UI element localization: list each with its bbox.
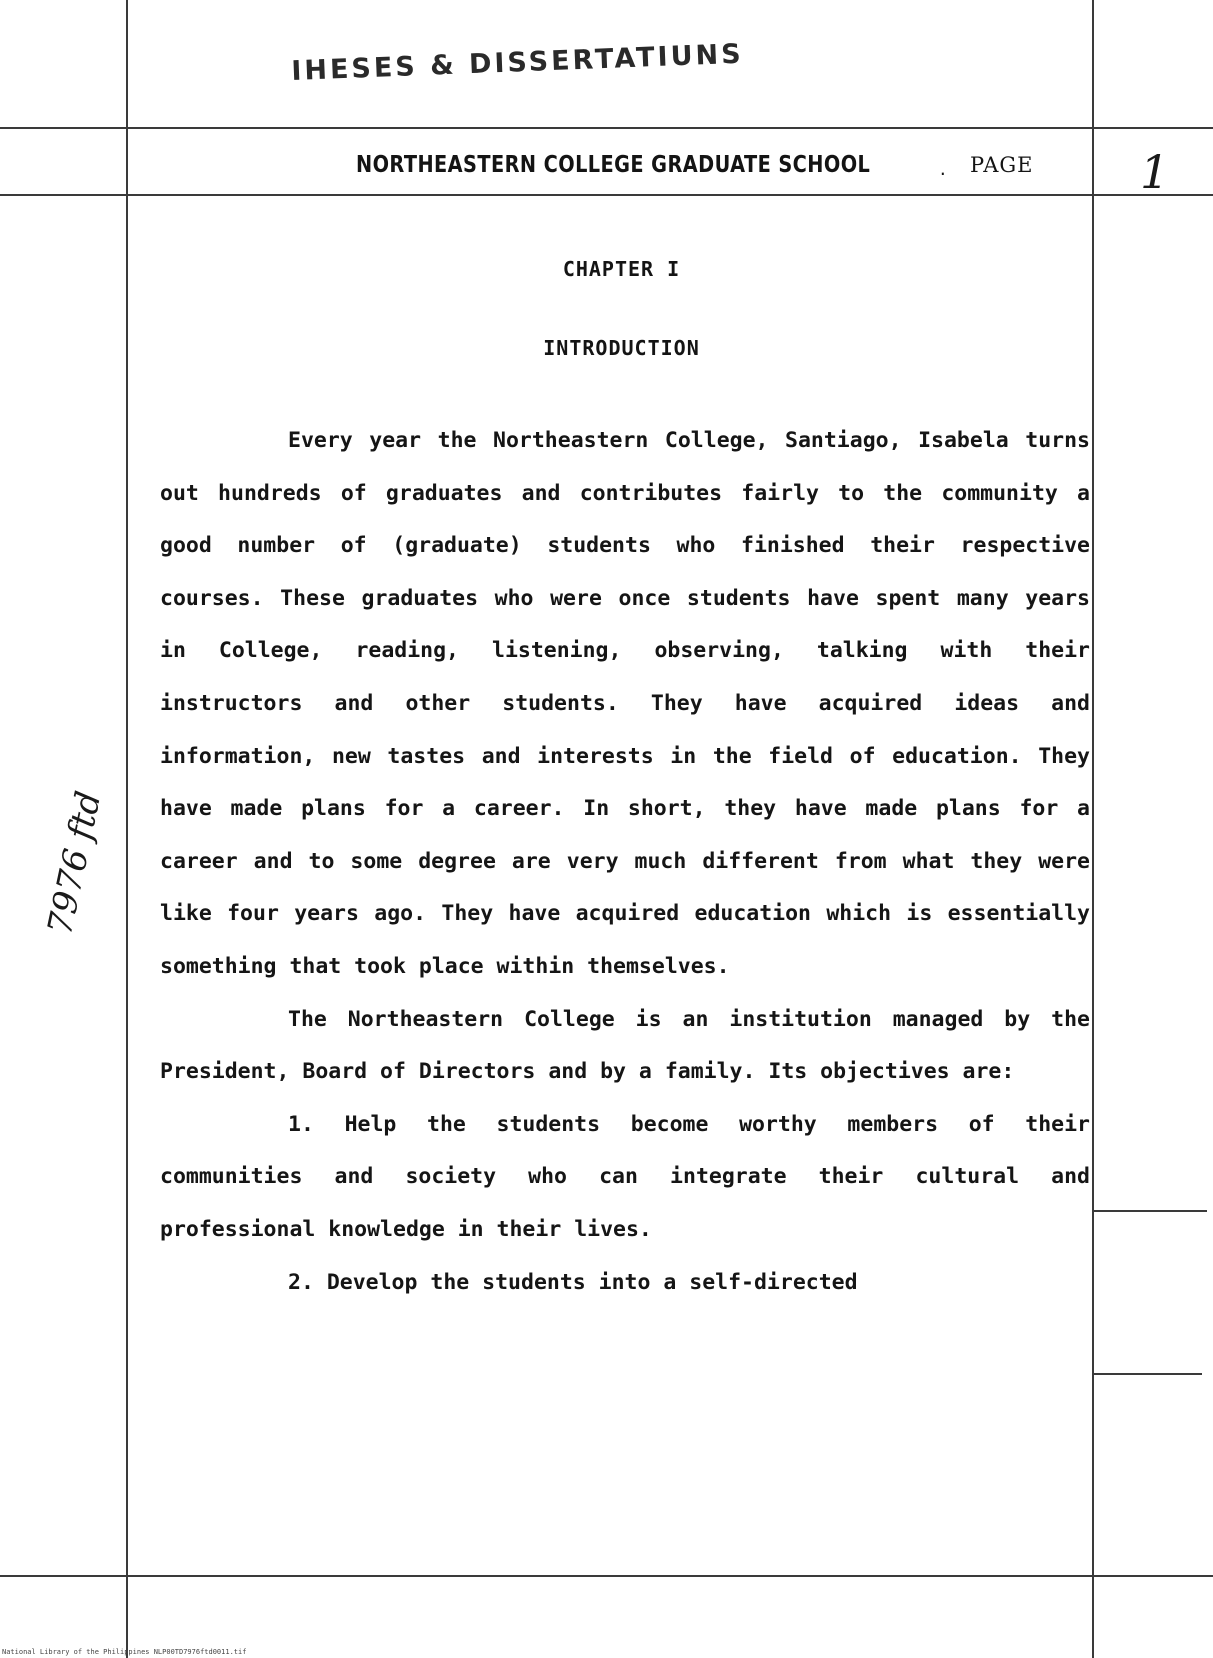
right-margin-rule	[1092, 0, 1094, 1658]
header-bottom-rule	[0, 194, 1213, 196]
footer-credit: National Library of the Philippines NLP00TD7976ftd0011.tif	[2, 1648, 247, 1656]
paragraph-intro: Every year the Northeastern College, Santiago, Isabela turns out hundreds of graduates and contributes fairly to the community a good number of (graduate) students who finished their respective courses. These graduates who were once students have spent many years in College, reading, listening, observing, talking with their instructors and other students. They have acquired ideas and information, new tastes and interests in the field of education. They have made plans for a career. In short, they have made plans for a career and to some degree are very much different from what they were like four years ago. They have acquired education which is essentially something that took place within themselves.	[160, 428, 1090, 979]
chapter-subtitle: INTRODUCTION	[543, 336, 700, 360]
chapter-title: CHAPTER I	[562, 257, 681, 281]
handwritten-side-note: 7976 ftd	[40, 787, 110, 939]
theses-stamp: IHESES & DISSERTATIUNS	[290, 38, 745, 87]
footer-rule	[0, 1575, 1213, 1577]
left-margin-rule	[126, 0, 128, 1658]
header-dot: .	[938, 160, 948, 179]
school-name-header: NORTHEASTERN COLLEGE GRADUATE SCHOOL	[356, 152, 871, 178]
right-margin-tick-2	[1092, 1373, 1202, 1375]
objective-2: 2. Develop the students into a self-directed	[288, 1269, 858, 1295]
page-label: PAGE	[970, 153, 1034, 177]
header-top-rule	[0, 127, 1213, 129]
document-body	[160, 415, 1090, 1309]
right-margin-tick-1	[1092, 1210, 1207, 1212]
paragraph-institution: The Northeastern College is an institution managed by the President, Board of Directors and by a family. Its objectives are:	[160, 1006, 1090, 1085]
objective-1: 1. Help the students become worthy members of their communities and society who can integrate their cultural and professional knowledge in their lives.	[160, 1111, 1090, 1242]
handwritten-page-number: 1	[1140, 145, 1170, 199]
